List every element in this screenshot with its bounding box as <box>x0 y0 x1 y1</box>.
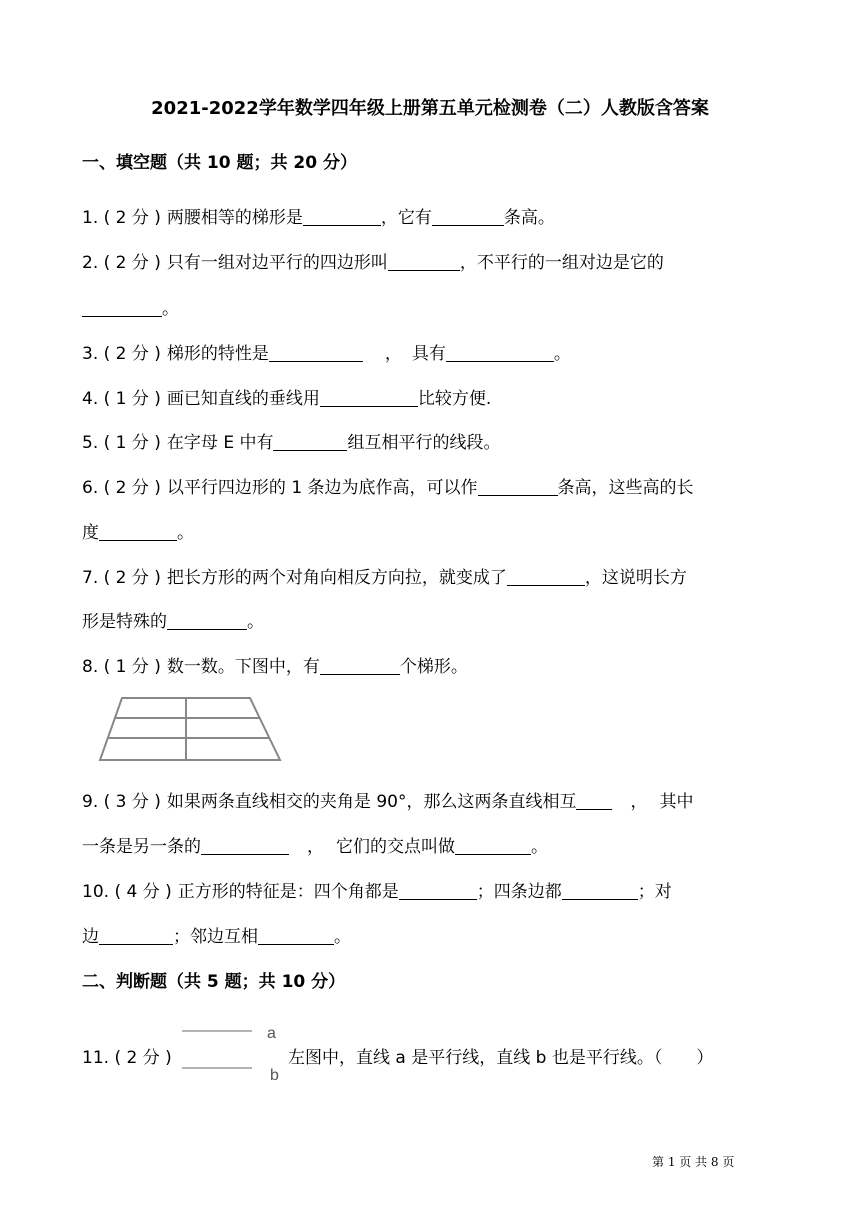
answer-blank[interactable] <box>320 656 400 675</box>
section-true-false-heading: 二、判断题（共 5 题；共 10 分） <box>82 972 346 992</box>
page-footer: 第 1 页 共 8 页 <box>652 1155 735 1169</box>
question-number: 11. ( 2 分 ) <box>82 1048 172 1068</box>
question-2-continued <box>82 294 179 319</box>
question-number: 4. ( 1 分 ) <box>82 389 161 409</box>
answer-blank[interactable] <box>99 926 173 945</box>
question-text: 左图中，直线 a 是平行线，直线 b 也是平行线。（ ） <box>288 1048 714 1068</box>
question-text: 。 <box>334 927 351 947</box>
question-10 <box>82 877 672 902</box>
question-text: ，它有 <box>380 208 432 228</box>
question-text: 把长方形的两个对角向相反方向拉，就变成了 <box>166 568 507 588</box>
question-text: 以平行四边形的 1 条边为底作高，可以作 <box>166 478 478 498</box>
question-text: 一条是另一条的 <box>82 837 201 857</box>
question-4 <box>82 384 491 409</box>
answer-blank[interactable] <box>273 432 347 451</box>
question-text: ；邻边互相 <box>173 927 258 947</box>
question-11 <box>82 1043 178 1068</box>
question-9 <box>82 787 693 812</box>
answer-blank[interactable] <box>269 343 363 362</box>
question-text: 。 <box>531 837 548 857</box>
question-1 <box>82 203 555 228</box>
question-text: 。 <box>247 612 264 632</box>
trapezoid-outline <box>100 698 280 760</box>
question-text: 如果两条直线相交的夹角是 90°，那么这两条直线相互 <box>166 792 577 812</box>
question-3 <box>82 339 571 364</box>
question-number: 1. ( 2 分 ) <box>82 208 161 228</box>
question-text: 度 <box>82 523 99 543</box>
parallel-lines-figure <box>178 1022 288 1082</box>
question-11-text <box>288 1043 713 1068</box>
question-text: 个梯形。 <box>399 657 468 677</box>
question-text: 条高，这些高的长 <box>557 478 694 498</box>
question-7 <box>82 563 687 588</box>
answer-blank[interactable] <box>562 881 638 900</box>
question-8 <box>82 652 468 677</box>
question-text: ；对 <box>637 882 672 902</box>
question-text: 组互相平行的线段。 <box>347 433 501 453</box>
question-text: ；四条边都 <box>476 882 562 902</box>
question-number: 10. ( 4 分 ) <box>82 882 172 902</box>
answer-blank[interactable] <box>576 791 612 810</box>
answer-blank[interactable] <box>320 388 418 407</box>
question-6-continued <box>82 518 194 543</box>
question-number: 3. ( 2 分 ) <box>82 344 161 364</box>
question-number: 6. ( 2 分 ) <box>82 478 161 498</box>
question-7-continued <box>82 607 264 632</box>
question-6 <box>82 473 694 498</box>
question-9-continued <box>82 832 548 857</box>
question-text: 在字母 E 中有 <box>166 433 274 453</box>
question-text: 比较方便. <box>417 389 492 409</box>
answer-blank[interactable] <box>399 881 477 900</box>
answer-blank[interactable] <box>507 567 585 586</box>
question-text: 具有 <box>411 344 446 364</box>
question-text: ，不平行的一组对边是它的 <box>459 253 664 273</box>
label-b: b <box>270 1067 279 1082</box>
question-text: 正方形的特征是：四个角都是 <box>177 882 399 902</box>
question-text: 只有一组对边平行的四边形叫 <box>166 253 388 273</box>
question-text: 数一数。下图中，有 <box>166 657 320 677</box>
answer-blank[interactable] <box>167 611 247 630</box>
question-number: 7. ( 2 分 ) <box>82 568 161 588</box>
question-number: 8. ( 1 分 ) <box>82 657 161 677</box>
answer-blank[interactable] <box>303 207 381 226</box>
question-text: 它们的交点叫做 <box>336 837 455 857</box>
question-number: 2. ( 2 分 ) <box>82 253 161 273</box>
section-fill-blank-heading: 一、填空题（共 10 题；共 20 分） <box>82 153 357 173</box>
answer-blank[interactable] <box>388 252 460 271</box>
question-text: ， <box>384 344 402 364</box>
question-number: 5. ( 1 分 ) <box>82 433 161 453</box>
question-text: 。 <box>177 523 194 543</box>
question-text: 条高。 <box>503 208 555 228</box>
question-2 <box>82 248 664 273</box>
answer-blank[interactable] <box>478 477 558 496</box>
answer-blank[interactable] <box>455 836 531 855</box>
question-text: 。 <box>162 299 179 319</box>
answer-blank[interactable] <box>446 343 554 362</box>
question-text: ， <box>307 837 324 857</box>
question-text: ，这说明长方 <box>584 568 687 588</box>
label-a: a <box>267 1025 276 1042</box>
question-5 <box>82 428 500 453</box>
answer-blank[interactable] <box>99 522 177 541</box>
page-title: 2021-2022学年数学四年级上册第五单元检测卷（二）人教版含答案 <box>151 98 709 119</box>
question-text: 。 <box>553 344 571 364</box>
question-number: 9. ( 3 分 ) <box>82 792 161 812</box>
question-text: 边 <box>82 927 99 947</box>
question-text: ， <box>630 792 648 812</box>
question-text: 两腰相等的梯形是 <box>166 208 303 228</box>
question-text: 形是特殊的 <box>82 612 167 632</box>
question-10-continued <box>82 922 351 947</box>
answer-blank[interactable] <box>201 836 289 855</box>
question-text: 其中 <box>659 792 694 812</box>
answer-blank[interactable] <box>82 298 162 317</box>
answer-blank[interactable] <box>432 207 504 226</box>
question-text: 画已知直线的垂线用 <box>166 389 320 409</box>
answer-blank[interactable] <box>258 926 334 945</box>
trapezoid-grid-figure <box>92 690 292 770</box>
question-text: 梯形的特性是 <box>166 344 269 364</box>
